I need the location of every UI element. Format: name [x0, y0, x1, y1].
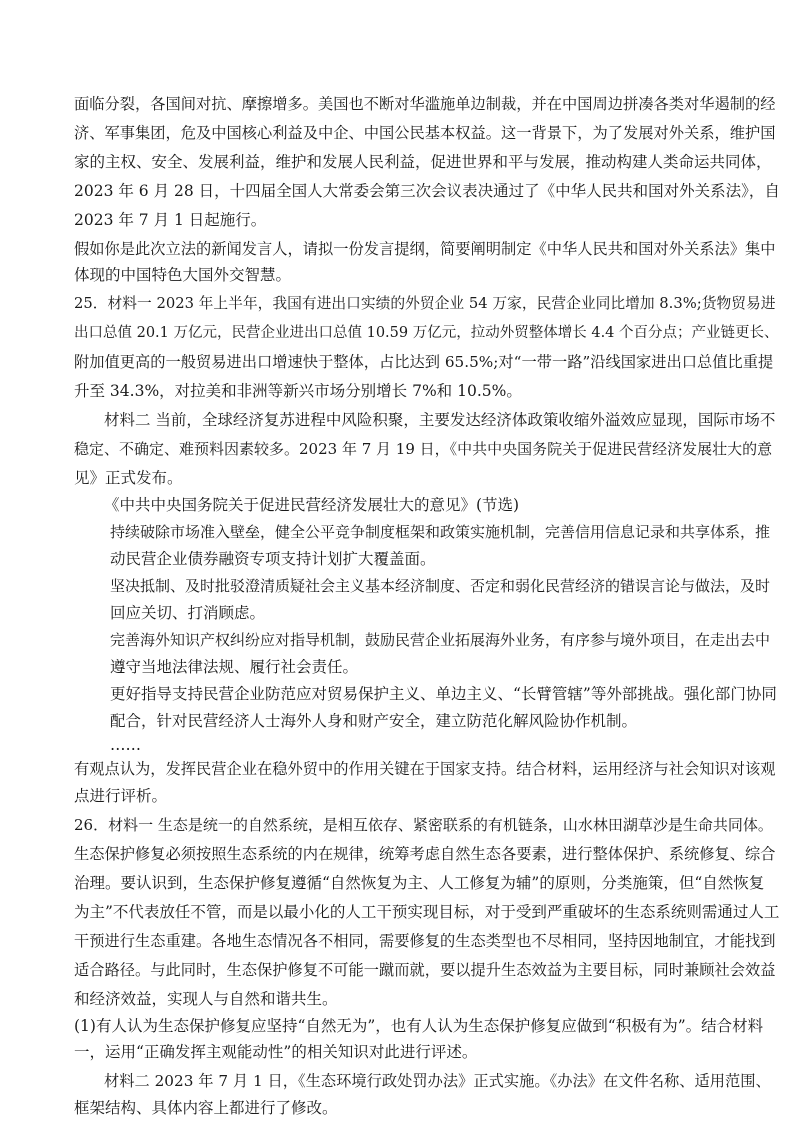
text-line: 见》正式发布。	[74, 469, 183, 487]
text-line: 适合路径。与此同时，生态保护修复不可能一蹴而就，要以提升生态效益为主要目标，同时兼顾社会效益	[74, 961, 776, 979]
question-prompt: 点进行评析。	[74, 787, 168, 805]
question-prompt: 假如你是此次立法的新闻发言人，请拟一份发言提纲，简要阐明制定《中华人民共和国对外关系法》集中	[74, 240, 776, 258]
text-line: 干预进行生态重建。各地生态情况各不相同，需要修复的生态类型也不尽相同，坚持因地制宜，才能找到	[74, 932, 776, 950]
text-line: 面临分裂，各国间对抗、摩擦增多。美国也不断对华滥施单边制裁，并在中国周边拼凑各类对华遏制的经	[74, 95, 776, 113]
material-two-line: 材料二 2023 年 7 月 1 日，《生态环境行政处罚办法》正式实施。《办法》在文件名称、适用范围、	[104, 1072, 771, 1090]
excerpt-line: 完善海外知识产权纠纷应对指导机制，鼓励民营企业拓展海外业务，有序参与境外项目，在走出去中	[110, 631, 771, 649]
text-line: 框架结构、具体内容上都进行了修改。	[74, 1099, 338, 1117]
text-line: 生态保护修复必须按照生态系统的内在规律，统筹考虑自然生态各要素，进行整体保护、系统修复、综合	[74, 845, 776, 863]
question-25-line: 25．材料一 2023 年上半年，我国有进出口实绩的外贸企业 54 万家，民营企业同比增加 8.3%;货物贸易进	[74, 295, 776, 312]
text-line: 出口总值 20.1 万亿元，民营企业进出口总值 10.59 万亿元，拉动外贸整体增长 4.4 个百分点；产业链更长、	[74, 325, 779, 341]
excerpt-line: 遵守当地法律法规、履行社会责任。	[110, 658, 359, 676]
excerpt-line: 坚决抵制、及时批驳澄清质疑社会主义基本经济制度、否定和弱化民营经济的错误言论与做法，及时	[110, 577, 771, 595]
ellipsis: ……	[110, 736, 141, 754]
text-line: 治理。要认识到，生态保护修复遵循“自然恢复为主、人工修复为辅”的原则，分类施策，但“自然恢复	[74, 874, 765, 892]
text-line: 济、军事集团，危及中国核心利益及中企、中国公民基本权益。这一背景下，为了发展对外关系，维护国	[74, 124, 776, 142]
question-prompt: 有观点认为，发挥民营企业在稳外贸中的作用关键在于国家支持。结合材料，运用经济与社会知识对该观	[74, 760, 776, 778]
material-two-line: 材料二 当前，全球经济复苏进程中风险积聚，主要发达经济体政策收缩外溢效应显现，国际市场不	[104, 411, 776, 429]
sub-question-line: (1)有人认为生态保护修复应坚持“自然无为”，也有人认为生态保护修复应做到“积极有为”。结合材料	[74, 1017, 764, 1035]
question-26-line: 26．材料一 生态是统一的自然系统，是相互依存、紧密联系的有机链条，山水林田湖草沙是生命共同体。	[74, 816, 773, 834]
text-line: 升至 34.3%，对拉美和非洲等新兴市场分别增长 7%和 10.5%。	[74, 382, 522, 400]
text-line: 2023 年 7 月 1 日起施行。	[74, 211, 267, 229]
text-line: 2023 年 6 月 28 日，十四届全国人大常委会第三次会议表决通过了《中华人民共和国对外关系法》，自	[74, 182, 780, 200]
text-line: 和经济效益，实现人与自然和谐共生。	[74, 990, 338, 1008]
question-prompt: 体现的中国特色大国外交智慧。	[74, 266, 292, 284]
excerpt-line: 配合，针对民营经济人士海外人身和财产安全，建立防范化解风险协作机制。	[110, 712, 638, 730]
excerpt-line: 持续破除市场准入壁垒，健全公平竞争制度框架和政策实施机制，完善信用信息记录和共享体系，推	[110, 523, 771, 541]
sub-question-line: 一，运用“正确发挥主观能动性”的相关知识对此进行评述。	[74, 1043, 478, 1061]
excerpt-line: 回应关切、打消顾虑。	[110, 604, 266, 622]
excerpt-title: 《中共中央国务院关于促进民营经济发展壮大的意见》(节选)	[104, 496, 520, 514]
text-line: 附加值更高的一般贸易进出口增速快于整体，占比达到 65.5%;对“一带一路”沿线国家进出口总值比重提	[74, 353, 774, 371]
text-line: 家的主权、安全、发展利益，维护和发展人民利益，促进世界和平与发展，推动构建人类命运共同体，	[74, 153, 772, 171]
excerpt-line: 更好指导支持民营企业防范应对贸易保护主义、单边主义、“长臂管辖”等外部挑战。强化部门协同	[110, 685, 777, 703]
text-line: 稳定、不确定、难预料因素较多。2023 年 7 月 19 日，《中共中央国务院关于促进民营经济发展壮大的意	[74, 440, 773, 458]
excerpt-line: 动民营企业债券融资专项支持计划扩大覆盖面。	[110, 550, 436, 568]
text-line: 为主”不代表放任不管，而是以最小化的人工干预实现目标，对于受到严重破坏的生态系统则需通过人工	[74, 903, 780, 921]
